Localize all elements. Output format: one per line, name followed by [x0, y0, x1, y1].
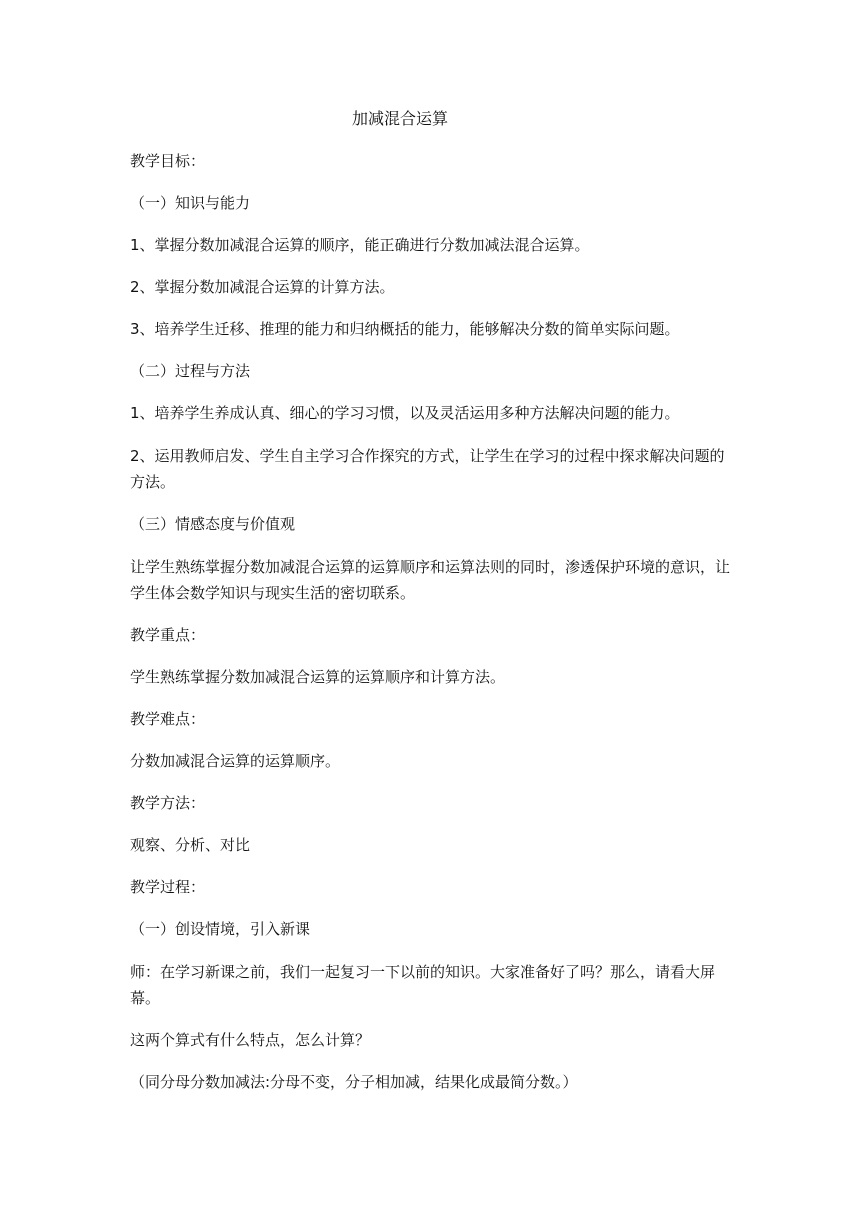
process-item-2: 2、运用教师启发、学生自主学习合作探究的方式，让学生在学习的过程中探求解决问题的方法。: [130, 447, 725, 491]
section-heading-methods: 教学方法：: [130, 794, 206, 812]
subheading-process-method: （二）过程与方法: [130, 362, 251, 380]
document-title: 加减混合运算: [351, 109, 448, 128]
teacher-dialogue: 师：在学习新课之前，我们一起复习一下以前的知识。大家准备好了吗？那么，请看大屏幕。: [130, 963, 716, 1007]
subheading-knowledge-ability: （一）知识与能力: [130, 194, 251, 212]
objective-item-2: 2、掌握分数加减混合运算的计算方法。: [130, 278, 395, 296]
key-points-text: 学生熟练掌握分数加减混合运算的运算顺序和计算方法。: [130, 668, 506, 686]
methods-text: 观察、分析、对比: [130, 836, 251, 854]
section-heading-difficulties: 教学难点：: [130, 710, 206, 728]
section-heading-key-points: 教学重点：: [130, 626, 206, 644]
subheading-create-situation: （一）创设情境，引入新课: [130, 920, 311, 938]
subheading-emotion-values: （三）情感态度与价值观: [130, 515, 296, 533]
objective-item-3: 3、培养学生迁移、推理的能力和归纳概括的能力，能够解决分数的简单实际问题。: [130, 320, 680, 338]
process-item-1: 1、培养学生养成认真、细心的学习习惯，以及灵活运用多种方法解决问题的能力。: [130, 404, 680, 422]
section-heading-process: 教学过程：: [130, 878, 206, 896]
section-heading-objectives: 教学目标：: [130, 152, 206, 170]
difficulties-text: 分数加减混合运算的运算顺序。: [130, 752, 341, 770]
document-body: [130, 149, 730, 1112]
question-text: 这两个算式有什么特点，怎么计算？: [130, 1031, 371, 1049]
emotion-values-text: 让学生熟练掌握分数加减混合运算的运算顺序和运算法则的同时，渗透保护环境的意识，让学生体会数学知识与现实生活的密切联系。: [130, 558, 731, 602]
objective-item-1: 1、掌握分数加减混合运算的顺序，能正确进行分数加减法混合运算。: [130, 236, 590, 254]
rule-note: （同分母分数加减法:分母不变，分子相加减，结果化成最简分数。）: [130, 1073, 578, 1091]
